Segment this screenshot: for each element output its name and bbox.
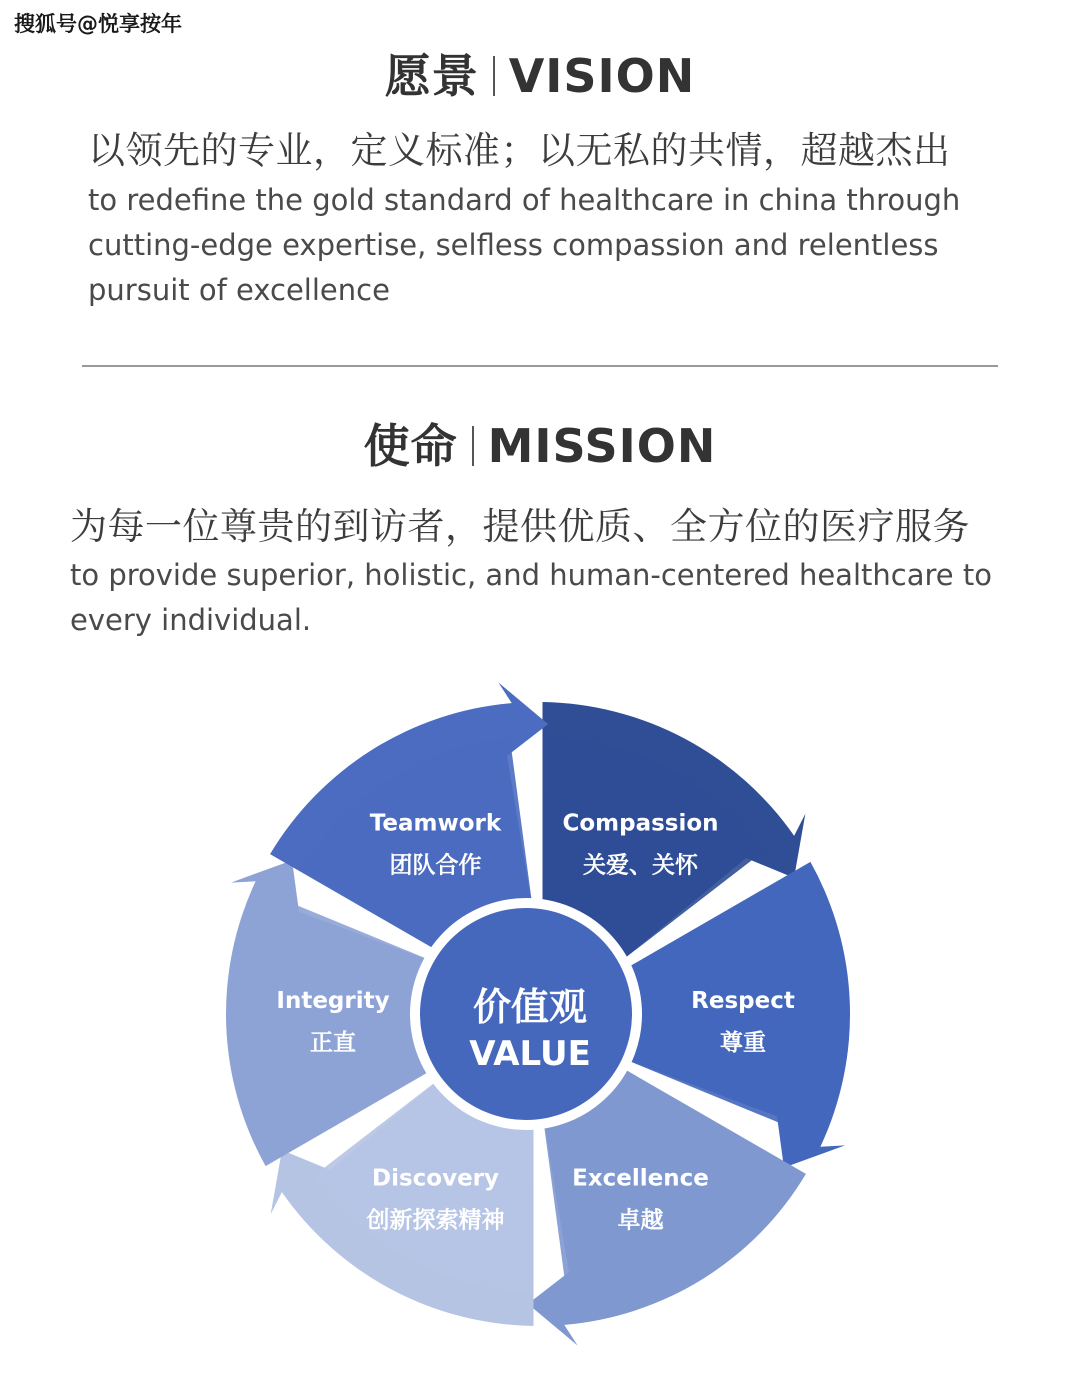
mission-statement-en (70, 553, 992, 643)
value-label-en: Compassion (562, 810, 719, 837)
mission-en-line: every individual. (70, 603, 312, 637)
value-label-en: Teamwork (369, 810, 502, 837)
mission-en-line: to provide superior, holistic, and human-centered healthcare to (70, 558, 992, 592)
watermark: 搜狐号@悦享按年 (14, 12, 182, 36)
value-label-cn: 卓越 (617, 1207, 664, 1234)
mission-title-en: MISSION (487, 419, 717, 473)
heading-separator (472, 426, 474, 466)
value-label-cn: 正直 (310, 1030, 356, 1056)
vision-title-en: VISION (508, 49, 696, 103)
value-label-en: Integrity (276, 988, 390, 1014)
mission-heading (0, 410, 1080, 476)
vision-statement-cn: 以领先的专业，定义标准；以无私的共情，超越杰出 (88, 129, 951, 172)
value-center-en: VALUE (469, 1034, 591, 1074)
value-label-cn: 创新探索精神 (366, 1207, 505, 1234)
value-label-en: Respect (691, 988, 795, 1014)
value-label-en: Discovery (371, 1165, 500, 1192)
section-divider (82, 365, 998, 367)
value-label-cn: 关爱、关怀 (583, 852, 698, 879)
value-label-cn: 尊重 (720, 1030, 766, 1056)
value-center-cn: 价值观 (472, 985, 588, 1029)
values-wheel (0, 640, 1080, 1380)
mission-title-cn: 使命 (363, 419, 458, 473)
heading-separator (493, 56, 495, 96)
vision-heading (0, 40, 1080, 106)
vision-en-line: cutting-edge expertise, selfless compassion and relentless (88, 228, 939, 262)
value-label-en: Excellence (572, 1165, 709, 1192)
vision-title-cn: 愿景 (384, 49, 479, 103)
value-label-cn: 团队合作 (389, 852, 482, 879)
mission-statement-cn: 为每一位尊贵的到访者，提供优质、全方位的医疗服务 (70, 505, 970, 548)
vision-statement-en (88, 178, 960, 313)
vision-en-line: pursuit of excellence (88, 273, 390, 307)
vision-en-line: to redefine the gold standard of healthcare in china through (88, 183, 961, 217)
